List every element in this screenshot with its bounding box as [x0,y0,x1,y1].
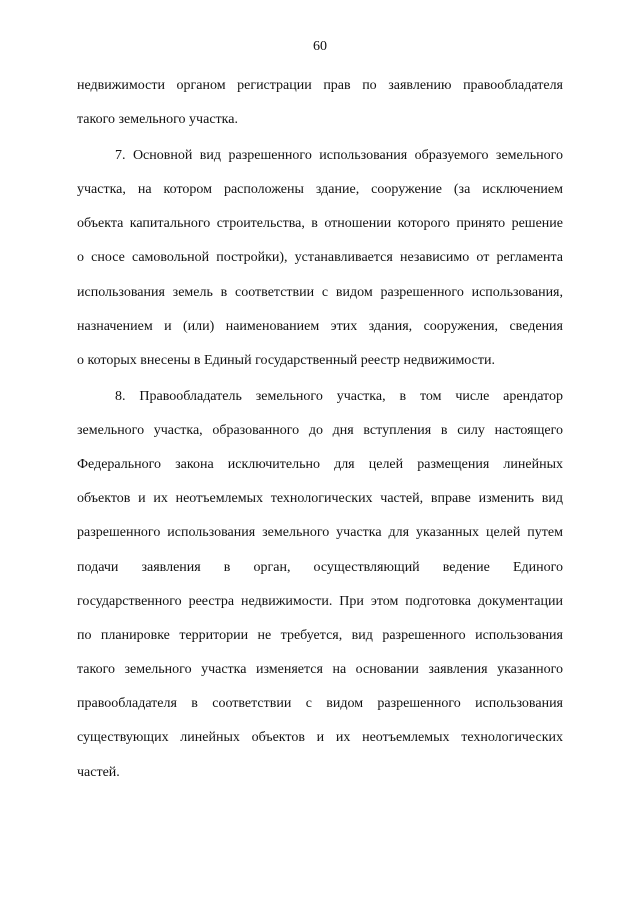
text-line: по планировке территории не требуется, вид разрешенного использования [77,628,563,643]
text-line: разрешенного использования земельного участка для указанных целей путем [77,525,563,540]
text-line: Федерального закона исключительно для целей размещения линейных [77,457,563,472]
text-line: государственного реестра недвижимости. При этом подготовка документации [77,594,563,609]
text-line: объекта капитального строительства, в отношении которого принято решение [77,216,563,231]
paragraph-8-start: 8. Правообладатель земельного участка, в том числе арендатор [115,389,563,404]
text-line: частей. [77,765,120,780]
text-line: назначением и (или) наименованием этих здания, сооружения, сведения [77,319,563,334]
text-line: использования земель в соответствии с видом разрешенного использования, [77,285,563,300]
paragraph-7-start: 7. Основной вид разрешенного использования образуемого земельного [115,148,563,163]
text-line: существующих линейных объектов и их неотъемлемых технологических [77,730,563,745]
text-line: правообладателя в соответствии с видом разрешенного использования [77,696,563,711]
text-line: такого земельного участка. [77,112,238,127]
page-number: 60 [313,39,327,54]
text-line: участка, на котором расположены здание, сооружение (за исключением [77,182,563,197]
text-line: объектов и их неотъемлемых технологических частей, вправе изменить вид [77,491,563,506]
text-line: такого земельного участка изменяется на основании заявления указанного [77,662,563,677]
text-line: о сносе самовольной постройки), устанавливается независимо от регламента [77,250,563,265]
text-line: земельного участка, образованного до дня вступления в силу настоящего [77,423,563,438]
text-line: подачи заявления в орган, осуществляющий ведение Единого [77,560,563,575]
text-line: о которых внесены в Единый государственный реестр недвижимости. [77,353,495,368]
text-line: недвижимости органом регистрации прав по заявлению правообладателя [77,78,563,93]
